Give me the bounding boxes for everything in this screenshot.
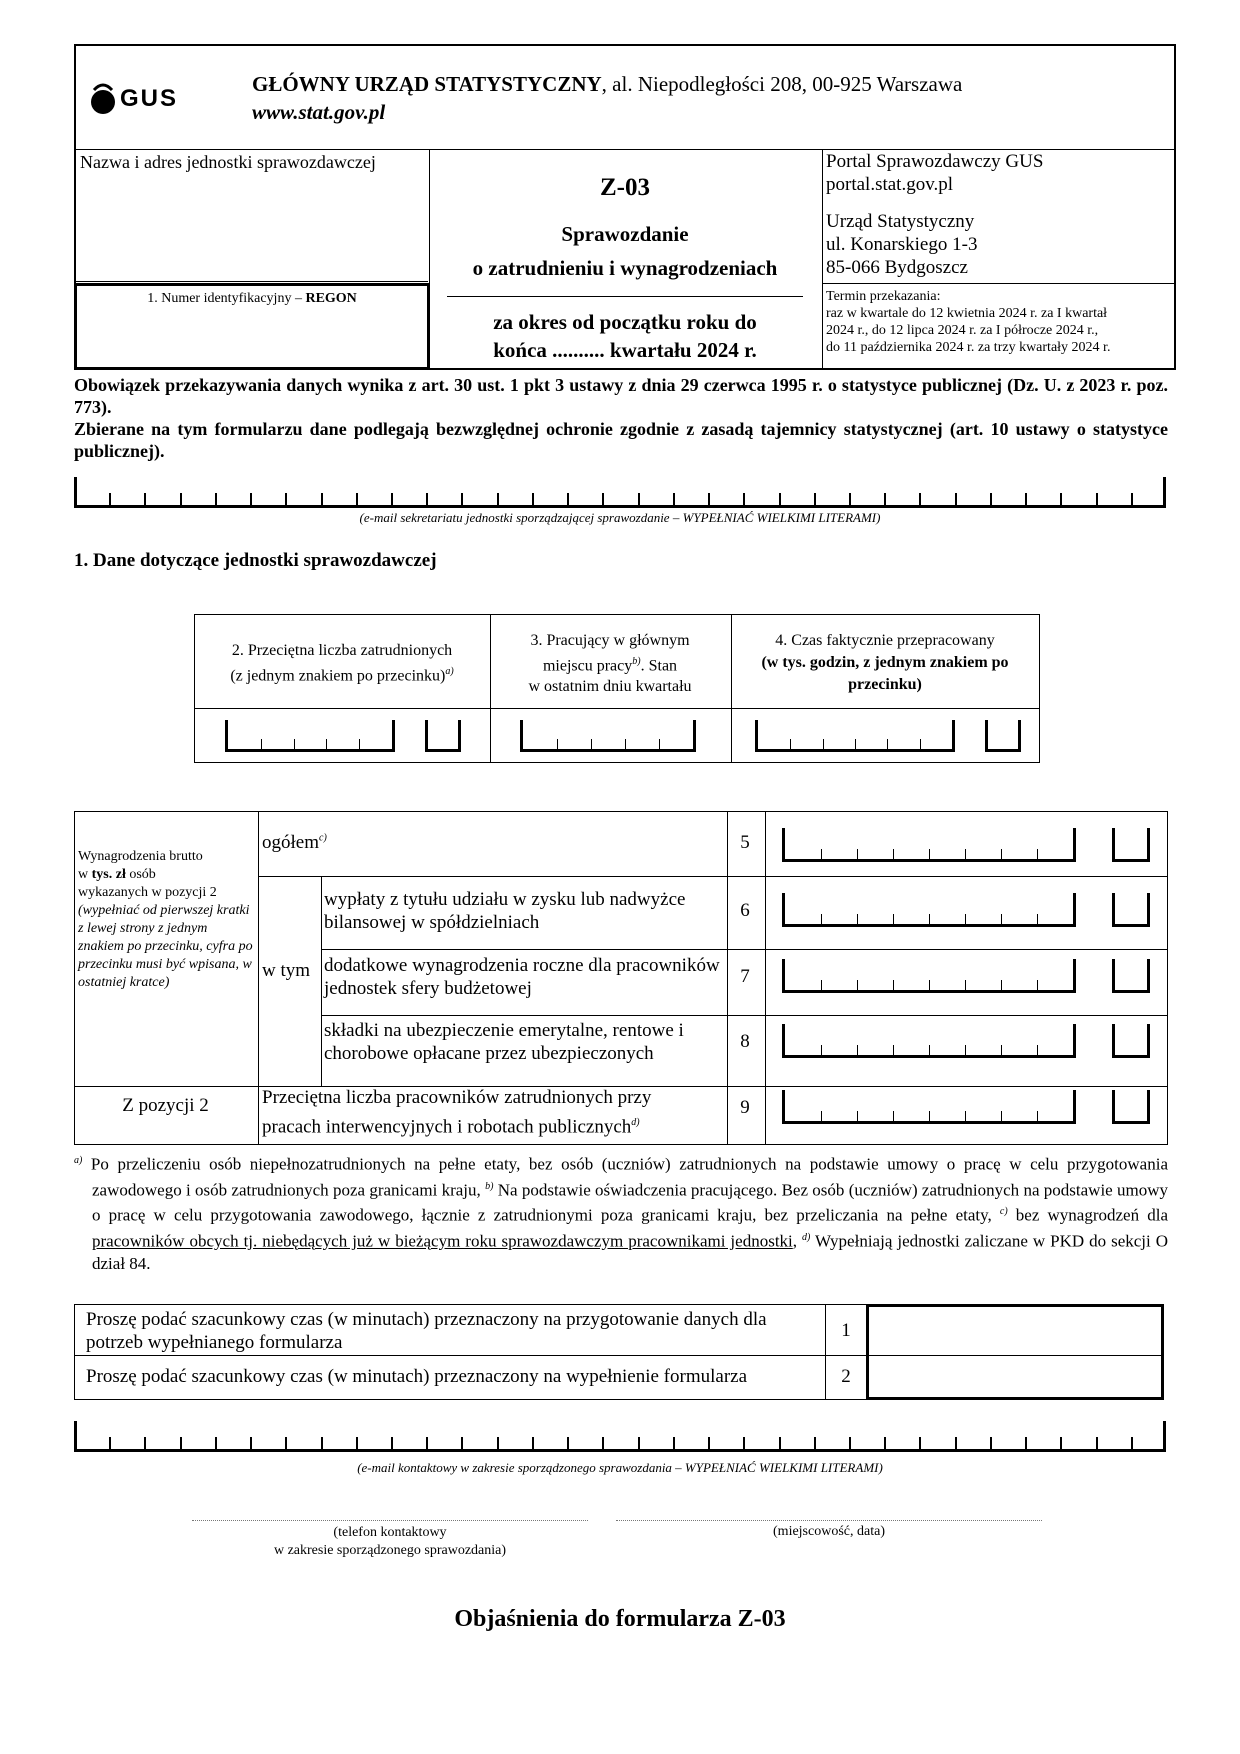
form-code: Z-03	[600, 174, 650, 201]
row-number-7: 7	[740, 966, 750, 987]
avg-employment-integer-boxes[interactable]	[225, 720, 395, 752]
col-4-header: 4. Czas faktycznie przepracowany (w tys. godzin, z jednym znakiem po przecinku)	[761, 632, 1009, 693]
digit-cell-divider	[625, 739, 626, 749]
row-number-8: 8	[740, 1031, 750, 1052]
org-name: GŁÓWNY URZĄD STATYSTYCZNY	[252, 72, 602, 96]
digit-cell-divider	[929, 849, 930, 859]
char-cell-divider	[144, 493, 146, 505]
digit-cell-divider	[929, 1111, 930, 1121]
digit-cell-divider	[1037, 1111, 1038, 1121]
email-contact-caption: (e-mail kontaktowy w zakresie sporządzonego sprawozdania – WYPEŁNIAĆ WIELKIMI LITERAMI)	[357, 1460, 883, 1475]
char-cell-divider	[849, 1437, 851, 1449]
row-number-9: 9	[740, 1097, 750, 1118]
place-date-caption: (miejscowość, data)	[773, 1524, 885, 1539]
char-cell-divider	[849, 493, 851, 505]
char-cell-divider	[1060, 1437, 1062, 1449]
row-7-decimal-box[interactable]	[1112, 959, 1150, 993]
digit-cell-divider	[929, 914, 930, 924]
digit-cell-divider	[821, 914, 822, 924]
char-cell-divider	[356, 493, 358, 505]
digit-cell-divider	[965, 914, 966, 924]
time-row-2-label: Proszę podać szacunkowy czas (w minutach) przeznaczony na wypełnienie formularza	[86, 1366, 748, 1387]
period-line-2: końca .......... kwartału 2024 r.	[493, 338, 757, 362]
digit-cell-divider	[893, 914, 894, 924]
office-info	[826, 210, 977, 279]
char-cell-divider	[1163, 1421, 1166, 1449]
char-cell-divider	[74, 1421, 77, 1449]
wages-total-label: ogółem$^{c)}$	[262, 832, 327, 853]
row-number-5: 5	[740, 832, 750, 853]
digit-cell-divider	[965, 980, 966, 990]
char-cell-divider	[285, 493, 287, 505]
row-number-6: 6	[740, 900, 750, 921]
digit-cell-divider	[857, 914, 858, 924]
row-8-integer-boxes[interactable]	[782, 1024, 1076, 1058]
char-cell-divider	[743, 1437, 745, 1449]
char-cell-divider	[884, 1437, 886, 1449]
digit-cell-divider	[1001, 980, 1002, 990]
col-3-header: 3. Pracujący w głównym miejscu pracy$^{b)}$. Stan w ostatnim dniu kwartału	[528, 632, 692, 696]
digit-cell-divider	[821, 1045, 822, 1055]
char-cell-divider	[567, 1437, 569, 1449]
digit-cell-divider	[857, 849, 858, 859]
digit-cell-divider	[821, 849, 822, 859]
char-cell-divider	[1025, 1437, 1027, 1449]
digit-cell-divider	[821, 980, 822, 990]
char-cell-divider	[180, 493, 182, 505]
digit-cell-divider	[821, 1111, 822, 1121]
char-cell-divider	[955, 1437, 957, 1449]
char-cell-divider	[1096, 493, 1098, 505]
char-cell-divider	[779, 493, 781, 505]
deadline-info: Termin przekazania: raz w kwartale do 12 kwietnia 2024 r. za I kwartał 2024 r., do 12 lipca 2024 r. za I półrocze 2024 r., do 11 października 2024 r. za trzy kwartały 2024 r.	[826, 289, 1111, 355]
row-5-decimal-box[interactable]	[1112, 828, 1150, 862]
regon-field[interactable]	[74, 283, 430, 370]
digit-cell-divider	[591, 739, 592, 749]
char-cell-divider	[391, 1437, 393, 1449]
row-8-label: składki na ubezpieczenie emerytalne, rentowe i chorobowe opłacane przez ubezpieczonych	[324, 1020, 684, 1064]
avg-employment-decimal-box[interactable]	[425, 720, 461, 752]
digit-cell-divider	[1001, 1111, 1002, 1121]
char-cell-divider	[215, 493, 217, 505]
char-cell-divider	[919, 1437, 921, 1449]
char-cell-divider	[673, 493, 675, 505]
row-7-integer-boxes[interactable]	[782, 959, 1076, 993]
digit-cell-divider	[1001, 849, 1002, 859]
legal-notice	[74, 374, 1168, 462]
row-9-decimal-box[interactable]	[1112, 1090, 1150, 1124]
digit-cell-divider	[857, 980, 858, 990]
char-cell-divider	[708, 1437, 710, 1449]
workers-count-boxes[interactable]	[520, 720, 696, 752]
char-cell-divider	[144, 1437, 146, 1449]
time-row-2-number: 2	[841, 1366, 851, 1387]
digit-cell-divider	[929, 980, 930, 990]
wages-side-label: Wynagrodzenia brutto w tys. zł osób wykazanych w pozycji 2 (wypełniać od pierwszej kratki z lewej strony z jednym znakiem po przecinku, cyfra po przecinku musi być wpisana, w ostatniej kratce)	[78, 849, 253, 990]
char-cell-divider	[1131, 493, 1133, 505]
char-cell-divider	[779, 1437, 781, 1449]
digit-cell-divider	[1001, 1045, 1002, 1055]
office-name: Urząd Statystyczny	[826, 211, 975, 232]
email-secretariat-caption: (e-mail sekretariatu jednostki sporządzającej sprawozdanie – WYPEŁNIAĆ WIELKIMI LITERAMI)	[359, 510, 881, 525]
char-cell-divider	[567, 493, 569, 505]
char-cell-divider	[708, 493, 710, 505]
char-cell-divider	[602, 493, 604, 505]
digit-cell-divider	[893, 849, 894, 859]
row-9-integer-boxes[interactable]	[782, 1090, 1076, 1124]
email-secretariat-field[interactable]	[74, 480, 1166, 508]
org-address: , al. Niepodległości 208, 00-925 Warszawa	[601, 72, 963, 96]
office-street: ul. Konarskiego 1-3	[826, 234, 978, 255]
digit-cell-divider	[965, 1111, 966, 1121]
col-2-header: 2. Przeciętna liczba zatrudnionych (z jednym znakiem po przecinku)$^{a)}$	[230, 642, 454, 685]
char-cell-divider	[356, 1437, 358, 1449]
time-row-1-number: 1	[841, 1320, 851, 1341]
place-date-field[interactable]	[616, 1520, 1042, 1521]
digit-cell-divider	[1001, 914, 1002, 924]
char-cell-divider	[321, 493, 323, 505]
char-cell-divider	[321, 1437, 323, 1449]
char-cell-divider	[497, 1437, 499, 1449]
digit-cell-divider	[326, 739, 327, 749]
char-cell-divider	[74, 477, 77, 505]
digit-cell-divider	[920, 739, 921, 749]
char-cell-divider	[461, 493, 463, 505]
char-cell-divider	[180, 1437, 182, 1449]
digit-cell-divider	[1037, 914, 1038, 924]
office-city: 85-066 Bydgoszcz	[826, 257, 968, 278]
digit-cell-divider	[855, 739, 856, 749]
row-6-decimal-box[interactable]	[1112, 893, 1150, 927]
char-cell-divider	[215, 1437, 217, 1449]
phone-caption: (telefon kontaktowy w zakresie sporządzonego sprawozdania)	[273, 1525, 507, 1558]
hours-worked-decimal-box[interactable]	[985, 720, 1021, 752]
from-position-2-label: Z pozycji 2	[122, 1095, 209, 1116]
form-title-1: Sprawozdanie	[561, 222, 689, 246]
digit-cell-divider	[659, 739, 660, 749]
digit-cell-divider	[557, 739, 558, 749]
footnotes: $^{a)}$ Po przeliczeniu osób niepełnozatrudnionych na pełne etaty, bez osób (uczniów) zatrudnionych na podstawie umowy o pracę w celu przygotowania zawodowego i osób zatrudnionych poza granicami kraju, $^{b)}$ Na podstawie oświadczenia pracującego. Bez osób (uczniów) zatrudnionych na podstawie umowy o pracę w celu przygotowania zawodowego, łącznie z zatrudnionymi poza granicami kraju, bez przeliczania na pełne etaty, $^{c)}$ bez wynagrodzeń dla pracowników obcych tj. niebędących już w bieżącym roku sprawozdawczym pracownikami jednostki, $^{d)}$ Wypełniają jednostki zaliczane w PKD do sekcji O dział 84.	[74, 1154, 1169, 1273]
char-cell-divider	[461, 1437, 463, 1449]
char-cell-divider	[426, 1437, 428, 1449]
digit-cell-divider	[790, 739, 791, 749]
time-row-1-label: Proszę podać szacunkowy czas (w minutach) przeznaczony na przygotowanie danych dla potrzeb wypełnianego formularza	[86, 1309, 767, 1353]
char-cell-divider	[1025, 493, 1027, 505]
row-6-label: wypłaty z tytułu udziału w zysku lub nadwyżce bilansowej w spółdzielniach	[324, 889, 686, 933]
char-cell-divider	[497, 493, 499, 505]
digit-cell-divider	[1037, 849, 1038, 859]
char-cell-divider	[109, 493, 111, 505]
email-contact-field[interactable]	[74, 1424, 1166, 1452]
legal-line-2: Zbierane na tym formularzu dane podlegają bezwzględnej ochronie zgodnie z zasadą tajemnicy statystycznej (art. 10 ustawy o statystyce publicznej).	[74, 419, 1168, 461]
prep-time-input[interactable]	[869, 1307, 1161, 1351]
row-9-label: Przeciętna liczba pracowników zatrudnionych przy pracach interwencyjnych i robotach publicznych$^{d)}$	[262, 1087, 652, 1138]
char-cell-divider	[532, 1437, 534, 1449]
digit-cell-divider	[857, 1045, 858, 1055]
digit-cell-divider	[294, 739, 295, 749]
char-cell-divider	[673, 1437, 675, 1449]
row-5-integer-boxes[interactable]	[782, 828, 1076, 862]
digit-cell-divider	[823, 739, 824, 749]
legal-line-1: Obowiązek przekazywania danych wynika z art. 30 ust. 1 pkt 3 ustawy z dnia 29 czerwca 1995 r. o statystyce publicznej (Dz. U. z 2023 r. poz. 773).	[74, 375, 1168, 417]
portal-info	[826, 150, 1043, 196]
divider	[822, 283, 1174, 284]
in-which-label: w tym	[262, 960, 311, 981]
title-underline	[447, 296, 803, 297]
website-link[interactable]: www.stat.gov.pl	[252, 100, 386, 124]
org-line	[252, 72, 962, 97]
char-cell-divider	[638, 1437, 640, 1449]
portal-name: Portal Sprawozdawczy GUS	[826, 151, 1044, 172]
divider	[822, 149, 823, 368]
digit-cell-divider	[1037, 980, 1038, 990]
char-cell-divider	[638, 493, 640, 505]
digit-cell-divider	[857, 1111, 858, 1121]
char-cell-divider	[1131, 1437, 1133, 1449]
char-cell-divider	[1163, 477, 1166, 505]
char-cell-divider	[250, 493, 252, 505]
char-cell-divider	[955, 493, 957, 505]
char-cell-divider	[285, 1437, 287, 1449]
row-7-label: dodatkowe wynagrodzenia roczne dla pracowników jednostek sfery budżetowej	[324, 955, 720, 999]
section-1-title: 1. Dane dotyczące jednostki sprawozdawczej	[74, 550, 437, 571]
char-cell-divider	[426, 493, 428, 505]
row-6-integer-boxes[interactable]	[782, 893, 1076, 927]
digit-cell-divider	[359, 739, 360, 749]
char-cell-divider	[1060, 493, 1062, 505]
explanations-title: Objaśnienia do formularza Z-03	[454, 1606, 786, 1632]
digit-cell-divider	[929, 1045, 930, 1055]
gus-logo-icon	[88, 80, 118, 116]
char-cell-divider	[814, 493, 816, 505]
deadline-label: Termin przekazania:	[826, 289, 941, 304]
char-cell-divider	[990, 493, 992, 505]
char-cell-divider	[990, 1437, 992, 1449]
char-cell-divider	[391, 493, 393, 505]
form-title-2: o zatrudnieniu i wynagrodzeniach	[472, 256, 778, 280]
period-line-1: za okres od początku roku do	[493, 310, 757, 334]
char-cell-divider	[884, 493, 886, 505]
digit-cell-divider	[261, 739, 262, 749]
hours-worked-integer-boxes[interactable]	[755, 720, 955, 752]
char-cell-divider	[919, 493, 921, 505]
char-cell-divider	[532, 493, 534, 505]
char-cell-divider	[743, 493, 745, 505]
digit-cell-divider	[965, 849, 966, 859]
char-cell-divider	[1096, 1437, 1098, 1449]
digit-cell-divider	[887, 739, 888, 749]
phone-field[interactable]	[192, 1520, 588, 1521]
regon-label: 1. Numer identyfikacyjny – REGON	[147, 291, 357, 306]
gus-logo	[88, 80, 118, 121]
digit-cell-divider	[965, 1045, 966, 1055]
digit-cell-divider	[893, 1045, 894, 1055]
digit-cell-divider	[893, 980, 894, 990]
char-cell-divider	[814, 1437, 816, 1449]
row-8-decimal-box[interactable]	[1112, 1024, 1150, 1058]
portal-url[interactable]: portal.stat.gov.pl	[826, 174, 953, 195]
fill-time-input[interactable]	[869, 1355, 1161, 1397]
logo-text: GUS	[120, 85, 179, 112]
char-cell-divider	[602, 1437, 604, 1449]
digit-cell-divider	[1037, 1045, 1038, 1055]
unit-name-label: Nazwa i adres jednostki sprawozdawczej	[80, 152, 376, 172]
char-cell-divider	[109, 1437, 111, 1449]
char-cell-divider	[250, 1437, 252, 1449]
digit-cell-divider	[893, 1111, 894, 1121]
